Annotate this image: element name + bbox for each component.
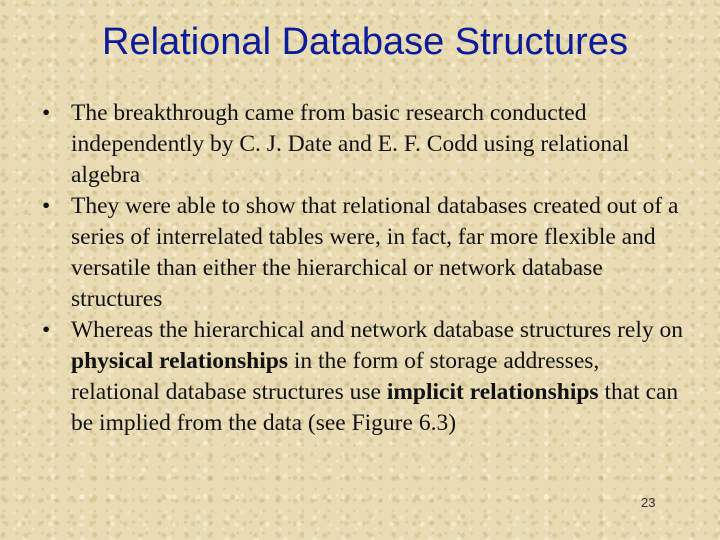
page-number: 23 [641, 495, 656, 510]
bullet-icon [42, 191, 62, 222]
bullet-icon [42, 315, 62, 346]
implicit-relationships-term: implicit relationships [386, 379, 599, 405]
physical-relationships-term: physical relationships [71, 348, 288, 374]
bullet-text-segment: that can be implied from the data (see Figure 6.3) [71, 379, 679, 436]
bullet-text-segment: in the form of storage addresses, relational database structures use [71, 348, 600, 405]
bullet-list [42, 98, 690, 439]
bullet-text: They were able to show that relational databases created out of a series of interrelated tables were, in fact, far more flexible and versatile than either the hierarchical or network database structures [71, 193, 679, 312]
bullet-text: The breakthrough came from basic research conducted independently by C. J. Date and E. F. Codd using relational algebra [71, 100, 630, 188]
bullet-text-segment: Whereas the hierarchical and network database structures rely on [71, 317, 684, 343]
bullet-icon [42, 98, 62, 129]
slide-title: Relational Database Structures [102, 21, 628, 63]
bullet-item [42, 191, 690, 315]
bullet-item [42, 315, 690, 439]
bullet-item [42, 98, 690, 191]
